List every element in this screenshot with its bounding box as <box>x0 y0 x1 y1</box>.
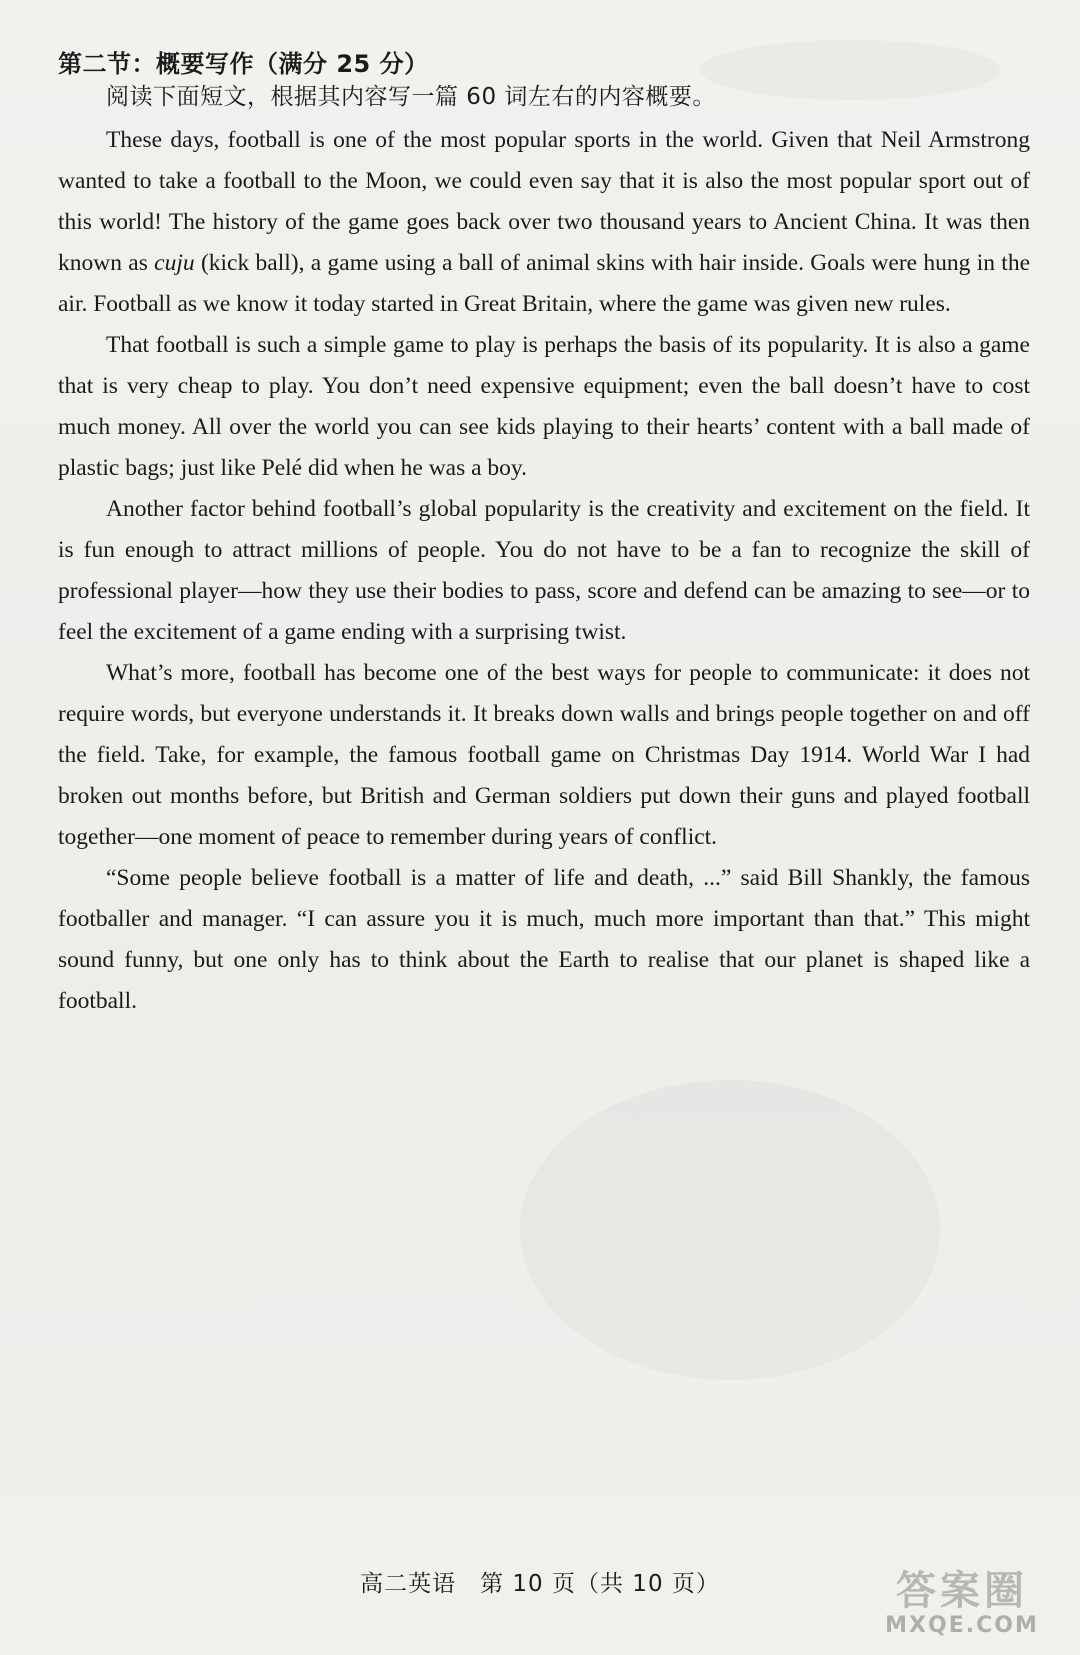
bleed-through-smudge <box>520 1080 940 1380</box>
paragraph-1-part-b: (kick ball), a game using a ball of animal skins with hair inside. Goals were hung in the air. Football as we know it today started in Great Britain, where the game was given new rules. <box>58 250 1030 317</box>
paragraph-1 <box>58 120 1030 325</box>
paragraph-2: That football is such a simple game to play is perhaps the basis of its popularity. It is also a game that is very cheap to play. You don’t need expensive equipment; even the ball doesn’t have to cost much money. All over the world you can see kids playing to their hearts’ content with a ball made of plastic bags; just like Pelé did when he was a boy. <box>58 332 1030 481</box>
watermark-url: MXQE.COM <box>885 1613 1039 1638</box>
passage <box>58 120 1030 1022</box>
page-footer: 高二英语 第 10 页（共 10 页） <box>360 1571 720 1597</box>
cuju-term: cuju <box>154 250 195 276</box>
watermark-brand: 答案圈 <box>896 1568 1028 1614</box>
paragraph-4: What’s more, football has become one of the best ways for people to communicate: it does not require words, but everyone understands it. It breaks down walls and brings people together on and off the field. Take, for example, the famous football game on Christmas Day 1914. World War I had broken out months before, but British and German soldiers put down their guns and played football together—one moment of peace to remember during years of conflict. <box>58 660 1030 850</box>
paragraph-1-part-a: These days, football is one of the most popular sports in the world. Given that Neil Armstrong wanted to take a football to the Moon, we could even say that it is also the most popular sport out of this world! The history of the game goes back over two thousand years to Ancient China. It was then known as <box>58 127 1030 276</box>
section-title: 第二节：概要写作（满分 25 分） <box>58 50 429 78</box>
instruction-text: 阅读下面短文，根据其内容写一篇 60 词左右的内容概要。 <box>106 84 716 110</box>
paragraph-3: Another factor behind football’s global popularity is the creativity and excitement on the field. It is fun enough to attract millions of people. You do not have to be a fan to recognize the skill of professional player—how they use their bodies to pass, score and defend can be amazing to see—or to feel the excitement of a game ending with a surprising twist. <box>58 496 1030 645</box>
content-area <box>58 48 1030 1022</box>
paragraph-5: “Some people believe football is a matter of life and death, ...” said Bill Shankly, the famous footballer and manager. “I can assure you it is much, much more important than that.” This might sound funny, but one only has to think about the Earth to realise that our planet is shaped like a football. <box>58 865 1030 1014</box>
watermark-logo <box>852 1569 1072 1649</box>
